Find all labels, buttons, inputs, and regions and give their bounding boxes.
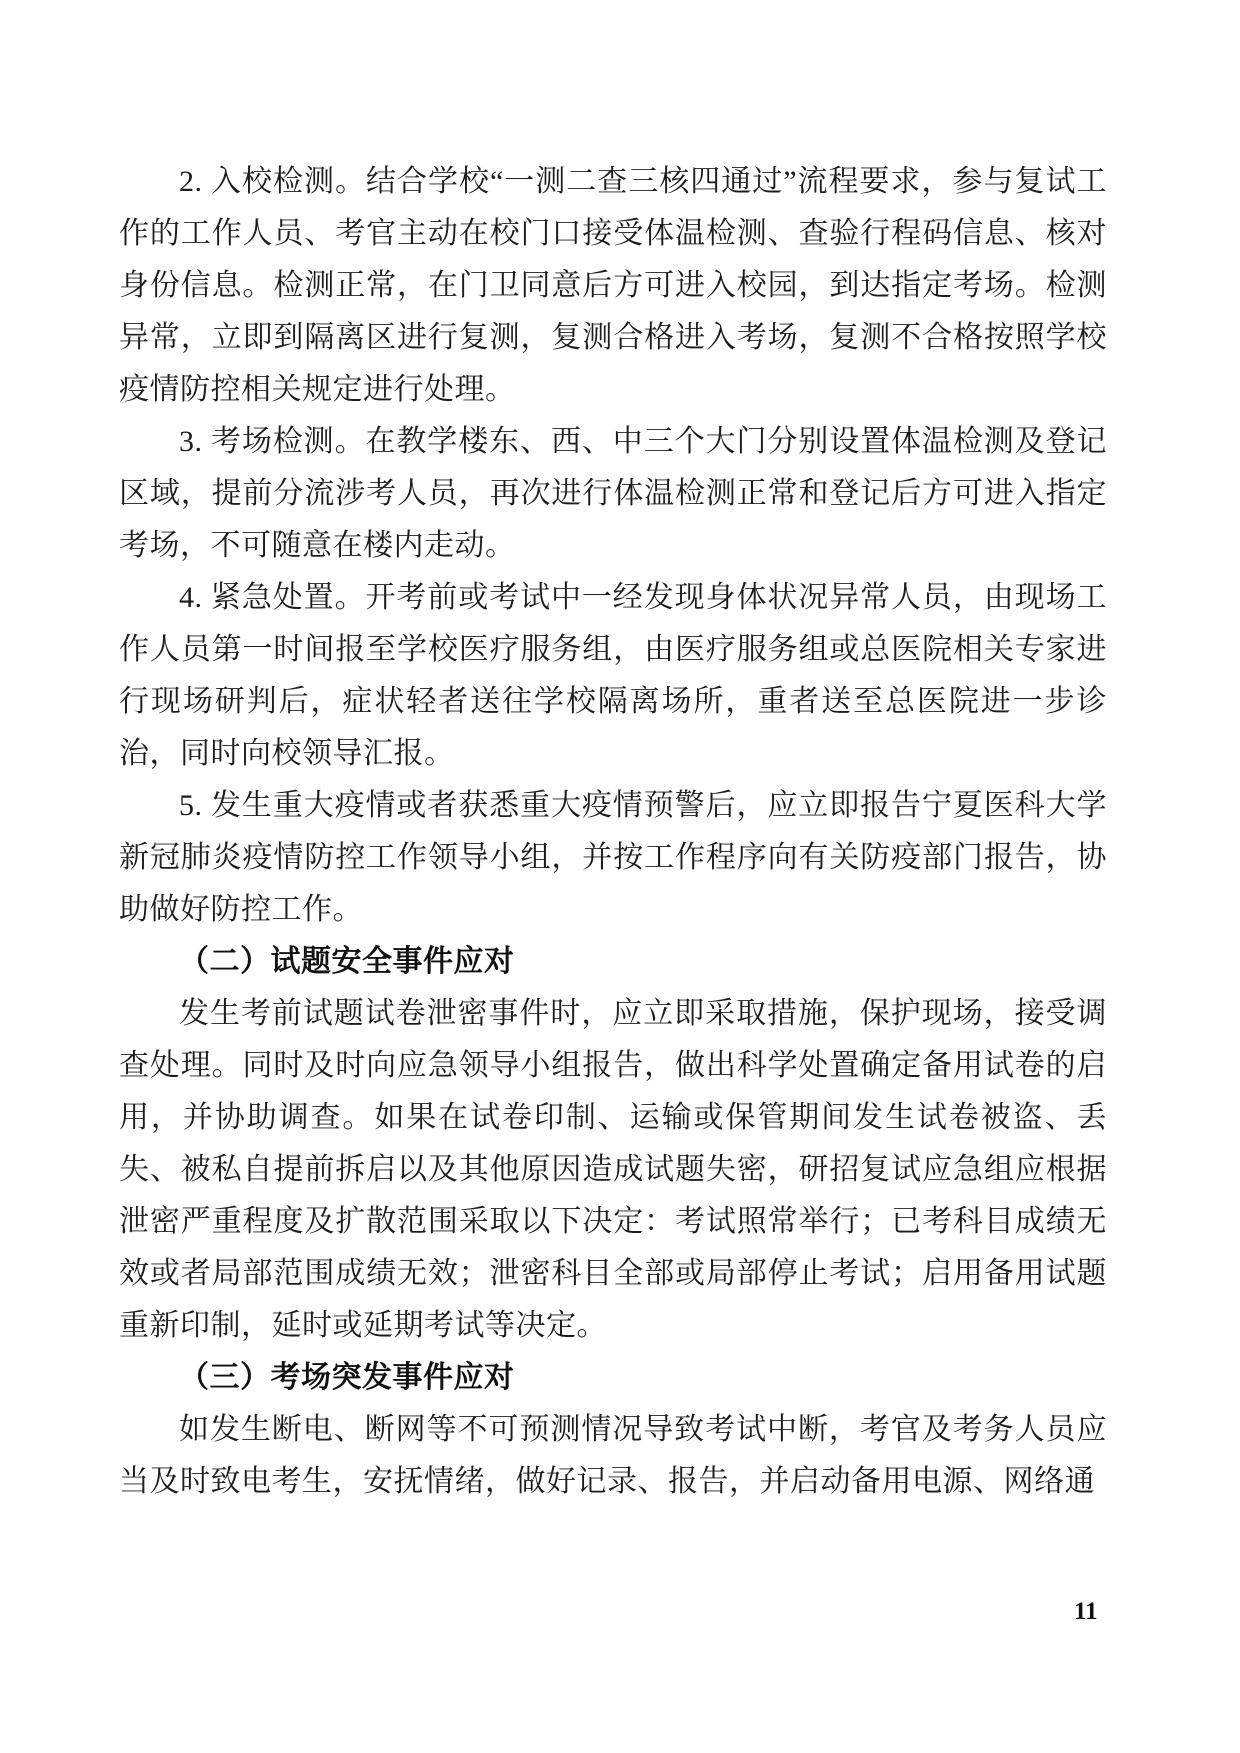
- paragraph-venue-check: 3. 考场检测。在教学楼东、西、中三个大门分别设置体温检测及登记区域，提前分流涉考人员，再次进行体温检测正常和登记后方可进入指定考场，不可随意在楼内走动。: [119, 425, 1107, 562]
- paragraph-major-epidemic-report: 5. 发生重大疫情或者获悉重大疫情预警后，应立即报告宁夏医科大学新冠肺炎疫情防控工作领导小组，并按工作程序向有关防疫部门报告，协助做好防控工作。: [119, 789, 1107, 926]
- paragraph-power-network-outage: 如发生断电、断网等不可预测情况导致考试中断，考官及考务人员应当及时致电考生，安抚情绪，做好记录、报告，并启动备用电源、网络通: [119, 1413, 1107, 1498]
- document-body: [119, 156, 1107, 1508]
- paragraph-entry-check: 2. 入校检测。结合学校“一测二查三核四通过”流程要求，参与复试工作的工作人员、考官主动在校门口接受体温检测、查验行程码信息、核对身份信息。检测正常，在门卫同意后方可进入校园，到达指定考场。检测异常，立即到隔离区进行复测，复测合格进入考场，复测不合格按照学校疫情防控相关规定进行处理。: [119, 165, 1107, 406]
- paragraph-paper-leak-response: 发生考前试题试卷泄密事件时，应立即采取措施，保护现场，接受调查处理。同时及时向应急领导小组报告，做出科学处置确定备用试卷的启用，并协助调查。如果在试卷印制、运输或保管期间发生试卷被盗、丢失、被私自提前拆启以及其他原因造成试题失密，研招复试应急组应根据泄密严重程度及扩散范围采取以下决定：考试照常举行；已考科目成绩无效或者局部范围成绩无效；泄密科目全部或局部停止考试；启用备用试题重新印制，延时或延期考试等决定。: [119, 997, 1107, 1342]
- section-heading-exam-paper-security: （二）试题安全事件应对: [179, 945, 515, 978]
- section-heading-exam-room-incidents: （三）考场突发事件应对: [179, 1361, 515, 1394]
- page-number: 11: [1074, 1598, 1098, 1625]
- paragraph-emergency-handling: 4. 紧急处置。开考前或考试中一经发现身体状况异常人员，由现场工作人员第一时间报至学校医疗服务组，由医疗服务组或总医院相关专家进行现场研判后，症状轻者送往学校隔离场所，重者送至总医院进一步诊治，同时向校领导汇报。: [119, 581, 1107, 770]
